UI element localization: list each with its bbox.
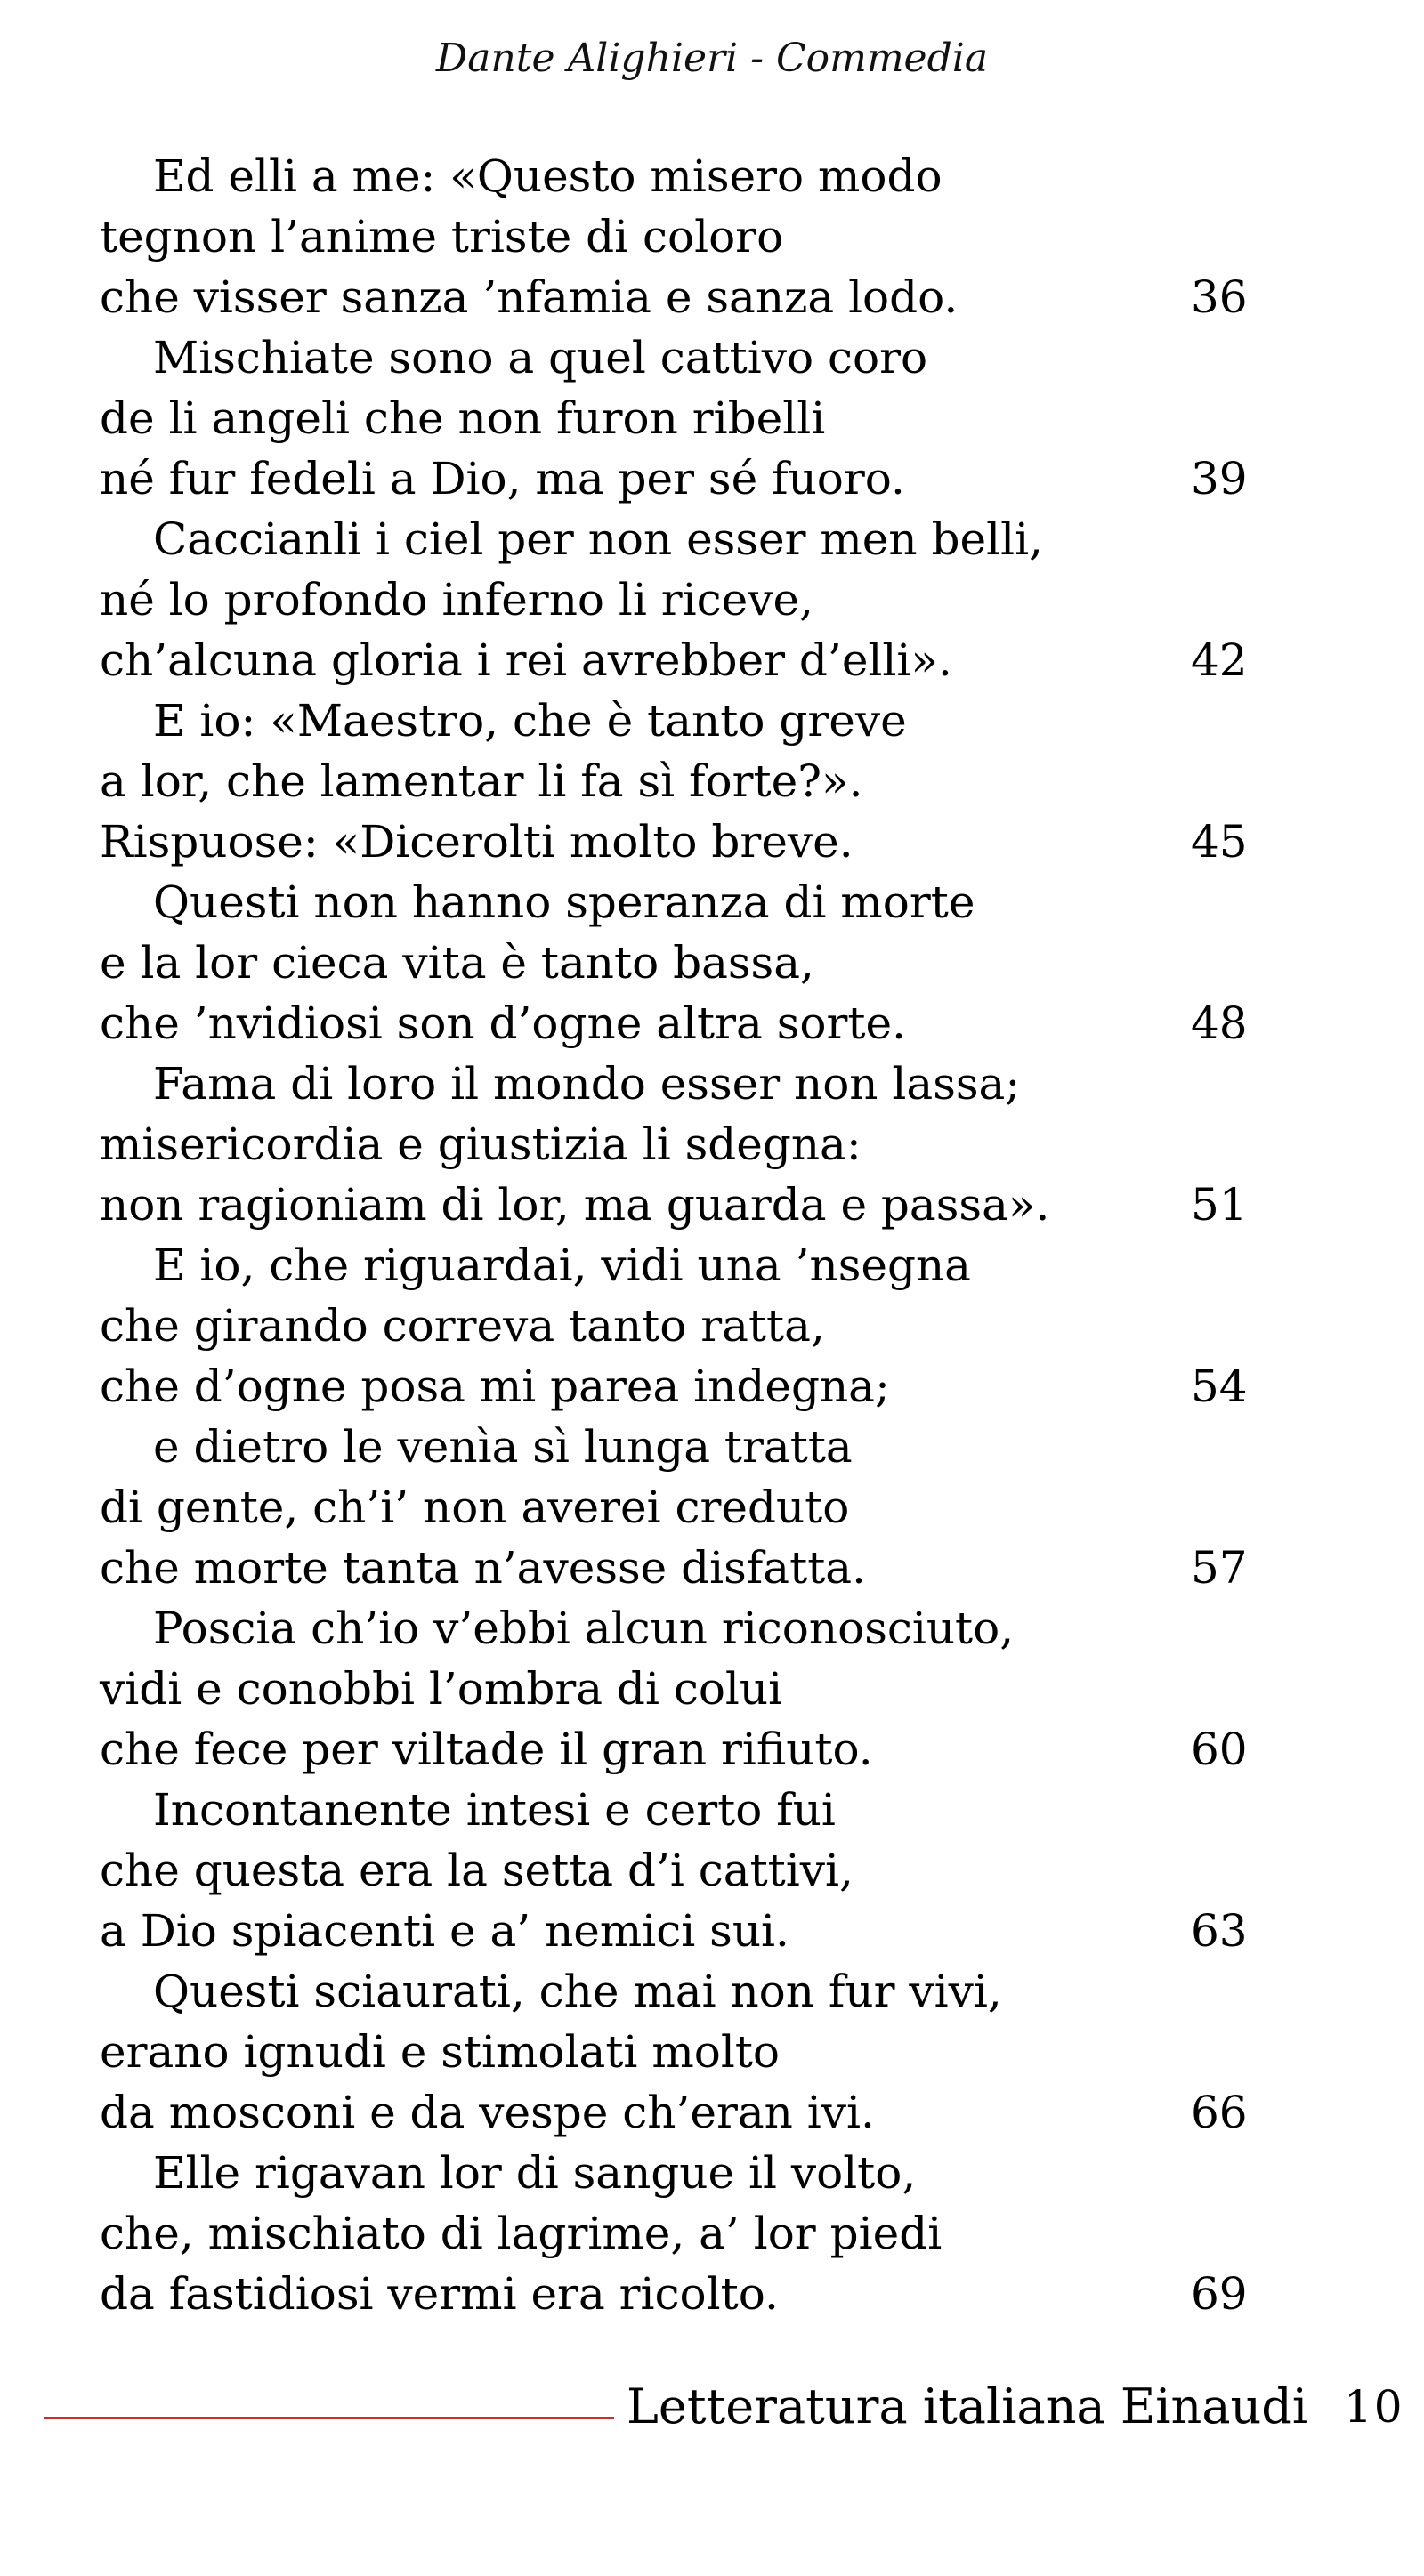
tercet bbox=[100, 1417, 1274, 1598]
verse-line: Fama di loro il mondo esser non lassa; bbox=[153, 1058, 1021, 1110]
verse-line: da mosconi e da vespe ch’eran ivi. 66 bbox=[100, 2082, 1274, 2143]
verse-line: che visser sanza ’nfamia e sanza lodo. 36 bbox=[100, 267, 1274, 327]
publisher-name: Letteratura italiana Einaudi bbox=[627, 2378, 1308, 2435]
verse-line: Mischiate sono a quel cattivo coro bbox=[153, 332, 928, 384]
tercet bbox=[100, 872, 1274, 1054]
verse-line: che girando correva tanto ratta, bbox=[100, 1300, 825, 1352]
line-number: 42 bbox=[1191, 634, 1248, 686]
verse-line: Ed elli a me: «Questo misero modo bbox=[153, 150, 943, 202]
verse-line: che, mischiato di lagrime, a’ lor piedi bbox=[100, 2208, 943, 2259]
verse-line: Questi sciaurati, che mai non fur vivi, bbox=[153, 1966, 1002, 2017]
verse-line: Rispuose: «Dicerolti molto breve. 45 bbox=[100, 812, 1274, 872]
verse-line: vidi e conobbi l’ombra di colui bbox=[100, 1663, 783, 1715]
verse-line: che d’ogne posa mi parea indegna; 54 bbox=[100, 1356, 1274, 1417]
verse-line: che ’nvidiosi son d’ogne altra sorte. 48 bbox=[100, 993, 1274, 1054]
verse-line: E io, che riguardai, vidi una ’nsegna bbox=[153, 1240, 971, 1291]
running-header bbox=[0, 34, 1424, 84]
tercet bbox=[100, 1598, 1274, 1780]
verse-line: Elle rigavan lor di sangue il volto, bbox=[153, 2147, 917, 2199]
tercet bbox=[100, 690, 1274, 872]
poem-body bbox=[100, 146, 1274, 2324]
verse-line: erano ignudi e stimolati molto bbox=[100, 2026, 781, 2078]
line-number: 36 bbox=[1191, 271, 1248, 323]
verse-line: che questa era la setta d’i cattivi, bbox=[100, 1845, 854, 1896]
line-number: 48 bbox=[1191, 997, 1248, 1049]
tercet bbox=[100, 2143, 1274, 2324]
verse-line: a Dio spiacenti e a’ nemici sui. 63 bbox=[100, 1901, 1274, 1961]
verse-line: ch’alcuna gloria i rei avrebber d’elli». 42 bbox=[100, 630, 1274, 690]
verse-line: misericordia e giustizia li sdegna: bbox=[100, 1118, 862, 1170]
verse-line: tegnon l’anime triste di coloro bbox=[100, 211, 784, 262]
verse-line: e la lor cieca vita è tanto bassa, bbox=[100, 937, 814, 989]
line-number: 63 bbox=[1191, 1905, 1248, 1957]
tercet bbox=[100, 1054, 1274, 1235]
line-number: 57 bbox=[1191, 1542, 1248, 1594]
line-number: 60 bbox=[1191, 1724, 1248, 1775]
verse-line: da fastidiosi vermi era ricolto. 69 bbox=[100, 2264, 1274, 2324]
running-title: Dante Alighieri - Commedia bbox=[435, 36, 989, 81]
verse-line: non ragioniam di lor, ma guarda e passa». 51 bbox=[100, 1175, 1274, 1235]
footer-rule bbox=[44, 2417, 614, 2419]
page-footer bbox=[0, 2376, 1424, 2438]
line-number: 66 bbox=[1191, 2087, 1248, 2138]
tercet bbox=[100, 1780, 1274, 1961]
line-number: 45 bbox=[1191, 816, 1248, 868]
verse-line: Questi non hanno speranza di morte bbox=[153, 876, 975, 928]
line-number: 69 bbox=[1191, 2268, 1248, 2320]
verse-line: Incontanente intesi e certo fui bbox=[153, 1784, 836, 1836]
verse-line: che fece per viltade il gran rifiuto. 60 bbox=[100, 1719, 1274, 1780]
tercet bbox=[100, 146, 1274, 327]
verse-line: E io: «Maestro, che è tanto greve bbox=[153, 695, 907, 747]
verse-line: né lo profondo inferno li riceve, bbox=[100, 574, 813, 626]
line-number: 51 bbox=[1191, 1179, 1248, 1231]
tercet bbox=[100, 1961, 1274, 2143]
line-number: 54 bbox=[1191, 1361, 1248, 1412]
line-number: 39 bbox=[1191, 453, 1248, 505]
tercet bbox=[100, 1235, 1274, 1417]
verse-line: de li angeli che non furon ribelli bbox=[100, 392, 826, 444]
verse-line: di gente, ch’i’ non averei creduto bbox=[100, 1482, 850, 1533]
verse-line: Poscia ch’io v’ebbi alcun riconosciuto, bbox=[153, 1603, 1015, 1654]
verse-line: né fur fedeli a Dio, ma per sé fuoro. 39 bbox=[100, 448, 1274, 509]
verse-line: a lor, che lamentar li fa sì forte?». bbox=[100, 755, 863, 807]
tercet bbox=[100, 509, 1274, 690]
tercet bbox=[100, 327, 1274, 509]
page-number: 10 bbox=[1344, 2381, 1404, 2433]
verse-line: che morte tanta n’avesse disfatta. 57 bbox=[100, 1538, 1274, 1598]
verse-line: e dietro le venìa sì lunga tratta bbox=[153, 1421, 853, 1473]
verse-line: Caccianli i ciel per non esser men belli, bbox=[153, 513, 1043, 565]
